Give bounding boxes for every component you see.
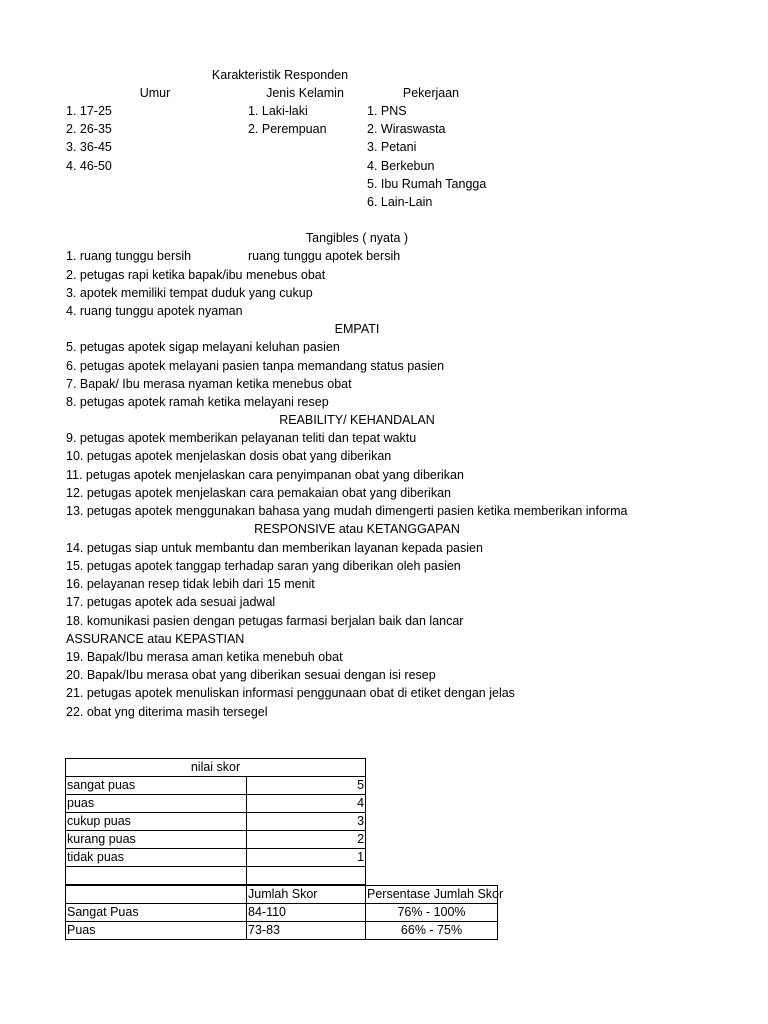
header-jenis-kelamin: Jenis Kelamin xyxy=(266,86,344,100)
page-title: Karakteristik Responden xyxy=(211,68,349,82)
empty-cell xyxy=(247,867,366,885)
percentage-table xyxy=(65,885,504,940)
score-table xyxy=(65,758,366,885)
question-item: 1. ruang tunggu bersih xyxy=(66,249,192,263)
pekerjaan-item: 2. Wiraswasta xyxy=(367,122,446,136)
table-row xyxy=(66,795,366,813)
table-row xyxy=(66,867,366,885)
question-item: 20. Bapak/Ibu merasa obat yang diberikan sesuai dengan isi resep xyxy=(66,668,436,682)
umur-item: 3. 36-45 xyxy=(66,140,112,154)
question-item: 13. petugas apotek menggunakan bahasa yang mudah dimengerti pasien ketika memberikan informa xyxy=(66,504,628,518)
question-item: 17. petugas apotek ada sesuai jadwal xyxy=(66,595,276,609)
section-heading-reability: REABILITY/ KEHANDALAN xyxy=(279,413,435,427)
table-cell: 73-83 xyxy=(247,922,366,940)
question-item: 10. petugas apotek menjelaskan dosis obat yang diberikan xyxy=(66,449,392,463)
table-row xyxy=(66,831,366,849)
table-cell: 76% - 100% xyxy=(366,904,498,922)
table-row xyxy=(66,777,366,795)
question-item: 18. komunikasi pasien dengan petugas farmasi berjalan baik dan lancar xyxy=(66,614,464,628)
jenis-kelamin-item: 1. Laki-laki xyxy=(248,104,308,118)
header-cell: Jumlah Skor xyxy=(247,886,366,904)
umur-item: 1. 17-25 xyxy=(66,104,112,118)
header-umur: Umur xyxy=(139,86,171,100)
question-item: 12. petugas apotek menjelaskan cara pemakaian obat yang diberikan xyxy=(66,486,451,500)
score-label-cell: sangat puas xyxy=(66,777,247,795)
table-cell: Puas xyxy=(66,922,247,940)
question-item: 22. obat yng diterima masih tersegel xyxy=(66,705,268,719)
table-header-row xyxy=(66,886,498,904)
table-row xyxy=(66,904,498,922)
section-heading-tangibles: Tangibles ( nyata ) xyxy=(305,231,409,245)
table-row xyxy=(66,813,366,831)
question-item: 4. ruang tunggu apotek nyaman xyxy=(66,304,243,318)
question-item: 7. Bapak/ Ibu merasa nyaman ketika menebus obat xyxy=(66,377,352,391)
table-row xyxy=(66,759,366,777)
section-heading-responsive: RESPONSIVE atau KETANGGAPAN xyxy=(254,522,460,536)
umur-item: 4. 46-50 xyxy=(66,159,112,173)
score-value-cell: 4 xyxy=(247,795,366,813)
header-cell: Persentase Jumlah Skor xyxy=(366,886,498,904)
umur-item: 2. 26-35 xyxy=(66,122,112,136)
table-cell: Sangat Puas xyxy=(66,904,247,922)
question-item: 16. pelayanan resep tidak lebih dari 15 menit xyxy=(66,577,315,591)
score-label-cell: tidak puas xyxy=(66,849,247,867)
pekerjaan-item: 5. Ibu Rumah Tangga xyxy=(367,177,487,191)
table-cell: 84-110 xyxy=(247,904,366,922)
table-row xyxy=(66,922,498,940)
score-value-cell: 5 xyxy=(247,777,366,795)
question-item: 3. apotek memiliki tempat duduk yang cukup xyxy=(66,286,313,300)
score-label-cell: cukup puas xyxy=(66,813,247,831)
score-table-title: nilai skor xyxy=(66,759,366,777)
question-note: ruang tunggu apotek bersih xyxy=(248,249,401,263)
score-label-cell: puas xyxy=(66,795,247,813)
score-value-cell: 3 xyxy=(247,813,366,831)
empty-cell xyxy=(66,867,247,885)
pekerjaan-item: 3. Petani xyxy=(367,140,417,154)
header-pekerjaan: Pekerjaan xyxy=(402,86,460,100)
score-value-cell: 1 xyxy=(247,849,366,867)
question-item: 2. petugas rapi ketika bapak/ibu menebus obat xyxy=(66,268,326,282)
table-cell: 66% - 75% xyxy=(366,922,498,940)
pekerjaan-item: 6. Lain-Lain xyxy=(367,195,433,209)
score-value-cell: 2 xyxy=(247,831,366,849)
question-item: 5. petugas apotek sigap melayani keluhan pasien xyxy=(66,340,340,354)
question-item: 14. petugas siap untuk membantu dan memberikan layanan kepada pasien xyxy=(66,541,483,555)
question-item: 9. petugas apotek memberikan pelayanan teliti dan tepat waktu xyxy=(66,431,417,445)
question-item: 6. petugas apotek melayani pasien tanpa memandang status pasien xyxy=(66,359,445,373)
question-item: 8. petugas apotek ramah ketika melayani resep xyxy=(66,395,329,409)
pekerjaan-item: 1. PNS xyxy=(367,104,407,118)
question-item: 19. Bapak/Ibu merasa aman ketika menebuh obat xyxy=(66,650,343,664)
section-heading-assurance: ASSURANCE atau KEPASTIAN xyxy=(66,632,245,646)
section-heading-empati: EMPATI xyxy=(334,322,380,336)
jenis-kelamin-item: 2. Perempuan xyxy=(248,122,327,136)
question-item: 11. petugas apotek menjelaskan cara penyimpanan obat yang diberikan xyxy=(66,468,464,482)
score-label-cell: kurang puas xyxy=(66,831,247,849)
pekerjaan-item: 4. Berkebun xyxy=(367,159,435,173)
table-row xyxy=(66,849,366,867)
question-item: 15. petugas apotek tanggap terhadap saran yang diberikan oleh pasien xyxy=(66,559,461,573)
header-cell xyxy=(66,886,247,904)
question-item: 21. petugas apotek menuliskan informasi penggunaan obat di etiket dengan jelas xyxy=(66,686,515,700)
